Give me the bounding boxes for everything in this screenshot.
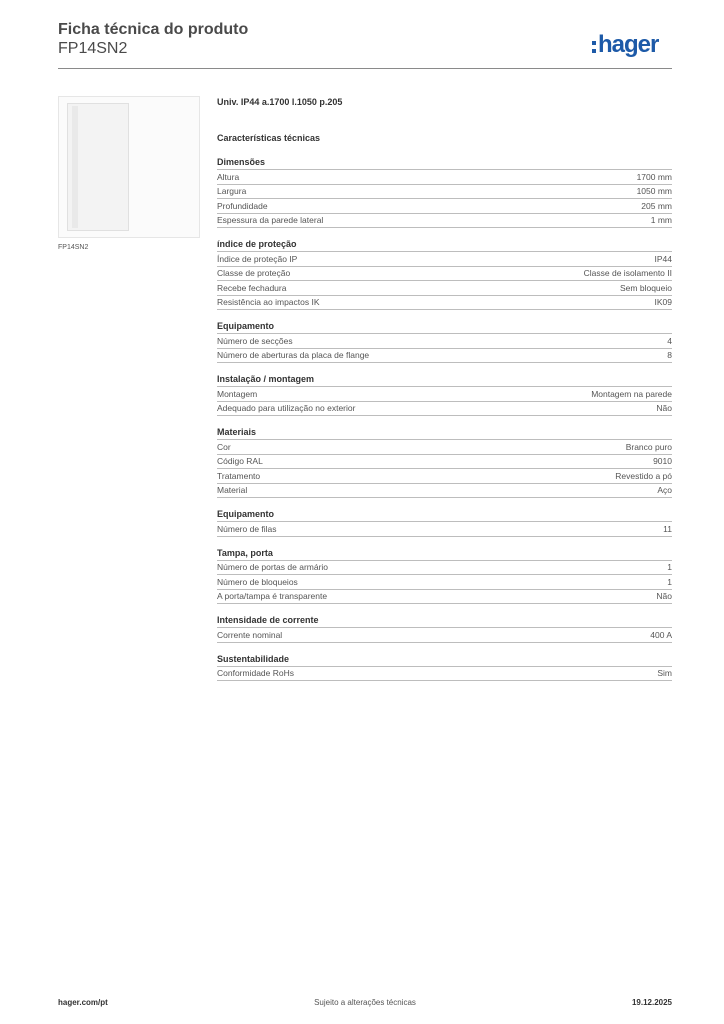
spec-label: Espessura da parede lateral	[217, 215, 324, 225]
spec-value: 9010	[653, 456, 672, 466]
specifications	[217, 96, 672, 691]
specs-heading: Características técnicas	[217, 133, 321, 143]
spec-value: 1	[667, 562, 672, 572]
spec-section	[217, 238, 672, 310]
spec-label: Número de portas de armário	[217, 562, 329, 572]
spec-row	[217, 402, 672, 417]
section-title: Dimensões	[217, 156, 672, 170]
page-header	[58, 20, 672, 70]
spec-label: Número de bloqueios	[217, 576, 298, 587]
spec-row	[217, 281, 672, 296]
logo-text: hager	[598, 31, 659, 58]
spec-value: Aço	[657, 485, 672, 495]
spec-section	[217, 426, 672, 498]
section-title: Sustentabilidade	[217, 653, 672, 667]
spec-section	[217, 653, 672, 682]
section-title: Tampa, porta	[217, 547, 672, 561]
spec-row	[217, 214, 672, 229]
spec-label: Altura	[217, 171, 240, 182]
spec-label: Material	[217, 485, 248, 495]
cabinet-icon	[67, 103, 129, 231]
section-title: Instalação / montagem	[217, 373, 672, 387]
spec-section	[217, 373, 672, 416]
spec-label: A porta/tampa é transparente	[217, 591, 328, 601]
spec-row	[217, 387, 672, 402]
spec-label: Adequado para utilização no exterior	[217, 403, 356, 413]
spec-row	[217, 199, 672, 214]
spec-value: Sim	[657, 668, 672, 678]
spec-value: Classe de isolamento II	[583, 268, 672, 278]
product-image	[58, 96, 200, 238]
spec-label: Corrente nominal	[217, 629, 283, 640]
spec-sections	[217, 156, 672, 681]
spec-label: Profundidade	[217, 200, 268, 211]
spec-row	[217, 455, 672, 470]
spec-row	[217, 334, 672, 349]
spec-row	[217, 484, 672, 499]
spec-label: Cor	[217, 441, 231, 452]
logo-dots-icon	[592, 41, 596, 53]
footer-notice: Sujeito a alterações técnicas	[314, 998, 416, 1007]
spec-label: Resistência ao impactos IK	[217, 297, 320, 307]
spec-label: Montagem	[217, 388, 258, 399]
section-title: Intensidade de corrente	[217, 614, 672, 628]
spec-value: 1050 mm	[636, 186, 672, 196]
spec-row	[217, 170, 672, 185]
footer-website: hager.com/pt	[58, 998, 108, 1007]
spec-row	[217, 252, 672, 267]
spec-section	[217, 320, 672, 363]
spec-value: Montagem na parede	[591, 388, 672, 399]
page-title: Ficha técnica do produto	[58, 21, 249, 38]
page-footer	[58, 998, 672, 1010]
spec-value: IP44	[654, 253, 672, 264]
spec-value: 1	[667, 576, 672, 587]
spec-row	[217, 590, 672, 605]
spec-section	[217, 508, 672, 537]
spec-value: Sem bloqueio	[620, 282, 672, 293]
spec-value: Revestido a pó	[615, 470, 672, 481]
spec-value: 4	[667, 335, 672, 346]
spec-value: 11	[663, 523, 672, 534]
spec-label: Número de secções	[217, 335, 293, 346]
section-title: Materiais	[217, 426, 672, 440]
spec-section	[217, 156, 672, 228]
section-title: Equipamento	[217, 320, 672, 334]
header-divider	[58, 68, 672, 69]
spec-value: 8	[667, 350, 672, 360]
hager-logo	[592, 30, 672, 60]
spec-value: Não	[656, 403, 672, 413]
spec-section	[217, 614, 672, 643]
spec-value: 400 A	[650, 629, 672, 640]
spec-row	[217, 667, 672, 682]
spec-label: Recebe fechadura	[217, 282, 287, 293]
spec-label: Número de aberturas da placa de flange	[217, 350, 370, 360]
spec-value: Não	[656, 591, 672, 601]
spec-row	[217, 185, 672, 200]
spec-row	[217, 628, 672, 643]
spec-value: 205 mm	[641, 200, 672, 211]
spec-value: 1 mm	[650, 215, 672, 225]
spec-row	[217, 575, 672, 590]
spec-row	[217, 561, 672, 576]
spec-value: Branco puro	[625, 441, 672, 452]
product-code: FP14SN2	[58, 40, 128, 57]
footer-date: 19.12.2025	[631, 998, 672, 1007]
spec-row	[217, 296, 672, 311]
spec-value: 1700 mm	[636, 171, 672, 182]
spec-row	[217, 522, 672, 537]
section-title: índice de proteção	[217, 238, 672, 252]
spec-label: Largura	[217, 186, 247, 196]
spec-label: Tratamento	[217, 470, 261, 481]
spec-row	[217, 469, 672, 484]
spec-row	[217, 267, 672, 282]
spec-label: Código RAL	[217, 456, 263, 466]
product-subtitle: Univ. IP44 a.1700 l.1050 p.205	[217, 97, 343, 107]
image-caption: FP14SN2	[58, 244, 89, 251]
spec-label: Classe de proteção	[217, 268, 291, 278]
spec-label: Índice de proteção IP	[217, 253, 298, 264]
spec-label: Conformidade RoHs	[217, 668, 295, 678]
section-title: Equipamento	[217, 508, 672, 522]
spec-section	[217, 547, 672, 605]
spec-value: IK09	[654, 297, 672, 307]
spec-row	[217, 349, 672, 364]
spec-label: Número de filas	[217, 523, 277, 534]
spec-row	[217, 440, 672, 455]
